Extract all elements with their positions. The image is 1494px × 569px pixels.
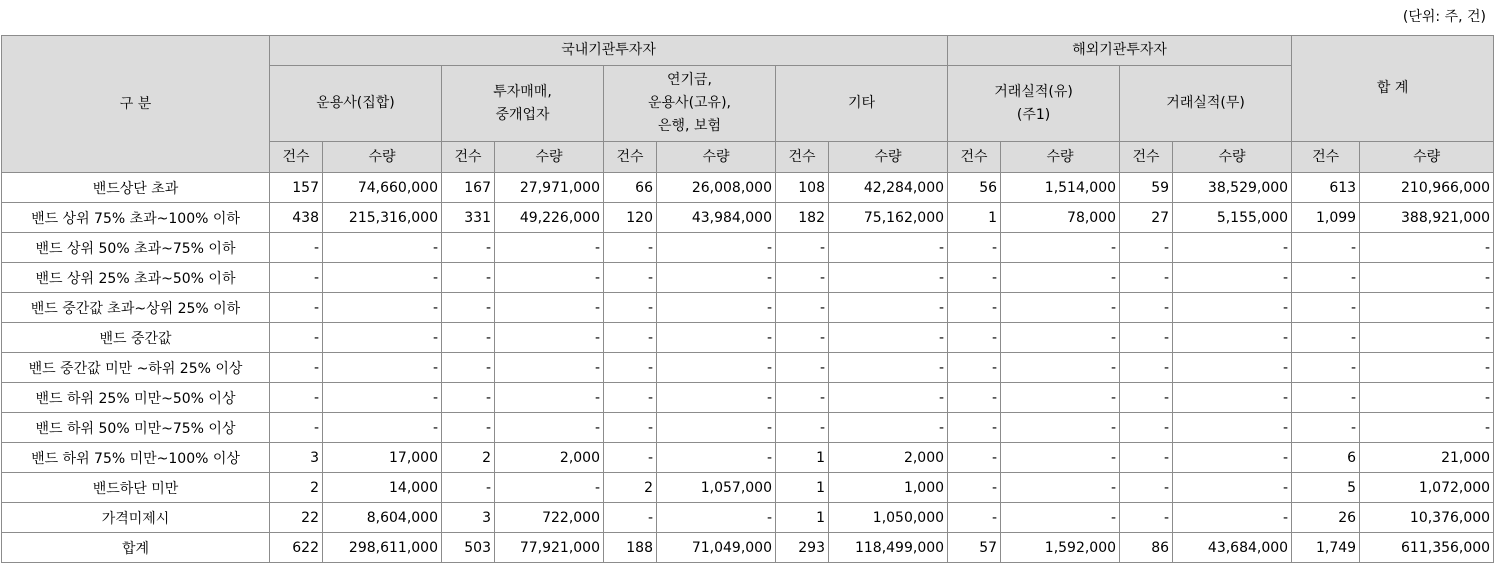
count-cell: 57: [948, 533, 1001, 563]
qty-cell: -: [1173, 413, 1292, 443]
qty-cell: -: [495, 413, 604, 443]
qty-cell: -: [1173, 383, 1292, 413]
table-row: [2, 263, 1494, 293]
count-cell: -: [1292, 293, 1360, 323]
count-cell: -: [776, 353, 829, 383]
count-cell: -: [1292, 323, 1360, 353]
table-row: [2, 203, 1494, 233]
qty-cell: -: [1173, 263, 1292, 293]
count-cell: 2: [270, 473, 323, 503]
count-cell: 188: [604, 533, 657, 563]
qty-cell: -: [323, 383, 442, 413]
row-label: 밴드 상위 25% 초과~50% 이하: [2, 263, 270, 293]
count-header: 건수: [776, 142, 829, 173]
qty-cell: -: [829, 233, 948, 263]
count-cell: -: [604, 323, 657, 353]
count-cell: 66: [604, 173, 657, 203]
count-cell: 120: [604, 203, 657, 233]
qty-cell: -: [657, 503, 776, 533]
qty-cell: -: [1001, 503, 1120, 533]
qty-cell: -: [1173, 293, 1292, 323]
count-cell: -: [604, 263, 657, 293]
qty-cell: 26,008,000: [657, 173, 776, 203]
count-cell: -: [948, 263, 1001, 293]
qty-cell: -: [1360, 263, 1494, 293]
count-cell: 27: [1120, 203, 1173, 233]
count-cell: 86: [1120, 533, 1173, 563]
count-cell: 157: [270, 173, 323, 203]
qty-header: 수량: [1360, 142, 1494, 173]
row-label: 밴드상단 초과: [2, 173, 270, 203]
count-cell: -: [948, 353, 1001, 383]
count-cell: -: [442, 413, 495, 443]
qty-cell: 722,000: [495, 503, 604, 533]
qty-cell: -: [829, 413, 948, 443]
qty-cell: -: [495, 293, 604, 323]
count-cell: 108: [776, 173, 829, 203]
count-cell: 26: [1292, 503, 1360, 533]
qty-cell: -: [495, 323, 604, 353]
count-cell: -: [604, 503, 657, 533]
qty-cell: 42,284,000: [829, 173, 948, 203]
qty-cell: -: [829, 383, 948, 413]
qty-cell: -: [1360, 413, 1494, 443]
count-cell: -: [776, 383, 829, 413]
qty-cell: -: [829, 263, 948, 293]
count-cell: -: [270, 263, 323, 293]
count-cell: -: [1292, 263, 1360, 293]
count-cell: 3: [442, 503, 495, 533]
table-row: [2, 173, 1494, 203]
count-cell: 59: [1120, 173, 1173, 203]
qty-cell: -: [1360, 233, 1494, 263]
qty-cell: 78,000: [1001, 203, 1120, 233]
qty-cell: -: [323, 233, 442, 263]
count-cell: -: [948, 473, 1001, 503]
qty-header: 수량: [1001, 142, 1120, 173]
count-header: 건수: [948, 142, 1001, 173]
ipo-demand-table: [1, 35, 1494, 563]
table-row: [2, 323, 1494, 353]
table-row: [2, 353, 1494, 383]
count-cell: 3: [270, 443, 323, 473]
qty-cell: 298,611,000: [323, 533, 442, 563]
count-cell: -: [442, 383, 495, 413]
qty-header: 수량: [323, 142, 442, 173]
qty-cell: 49,226,000: [495, 203, 604, 233]
qty-cell: 1,072,000: [1360, 473, 1494, 503]
category-header: 구 분: [2, 36, 270, 173]
group-header: 거래실적(무): [1120, 66, 1292, 142]
count-cell: 1: [948, 203, 1001, 233]
qty-cell: -: [323, 413, 442, 443]
count-cell: -: [776, 323, 829, 353]
qty-cell: -: [657, 233, 776, 263]
qty-cell: 1,592,000: [1001, 533, 1120, 563]
count-cell: -: [1120, 233, 1173, 263]
count-cell: 1: [776, 503, 829, 533]
count-cell: 1: [776, 443, 829, 473]
row-label: 밴드 중간값 미만 ~하위 25% 이상: [2, 353, 270, 383]
count-cell: -: [1292, 353, 1360, 383]
qty-cell: 1,057,000: [657, 473, 776, 503]
qty-cell: 74,660,000: [323, 173, 442, 203]
count-cell: 56: [948, 173, 1001, 203]
qty-cell: 38,529,000: [1173, 173, 1292, 203]
qty-cell: -: [1173, 443, 1292, 473]
qty-cell: -: [1001, 323, 1120, 353]
qty-cell: -: [1001, 353, 1120, 383]
count-cell: -: [270, 353, 323, 383]
count-cell: 622: [270, 533, 323, 563]
qty-cell: -: [495, 263, 604, 293]
count-cell: 5: [1292, 473, 1360, 503]
qty-cell: -: [657, 413, 776, 443]
count-cell: -: [776, 413, 829, 443]
qty-header: 수량: [495, 142, 604, 173]
qty-cell: -: [323, 323, 442, 353]
count-cell: 293: [776, 533, 829, 563]
qty-cell: -: [657, 323, 776, 353]
count-cell: 503: [442, 533, 495, 563]
count-cell: -: [1120, 473, 1173, 503]
table-row: [2, 383, 1494, 413]
qty-cell: -: [323, 293, 442, 323]
count-cell: 6: [1292, 443, 1360, 473]
qty-cell: -: [323, 353, 442, 383]
qty-cell: -: [1360, 323, 1494, 353]
qty-cell: 611,356,000: [1360, 533, 1494, 563]
count-cell: -: [1292, 233, 1360, 263]
row-label: 밴드하단 미만: [2, 473, 270, 503]
table-row: [2, 473, 1494, 503]
qty-cell: -: [1173, 323, 1292, 353]
domestic-header: 국내기관투자자: [270, 36, 948, 66]
qty-cell: -: [1360, 293, 1494, 323]
count-cell: -: [948, 233, 1001, 263]
qty-cell: -: [495, 233, 604, 263]
count-cell: -: [776, 293, 829, 323]
qty-cell: 43,684,000: [1173, 533, 1292, 563]
qty-cell: 1,514,000: [1001, 173, 1120, 203]
row-label: 밴드 상위 50% 초과~75% 이하: [2, 233, 270, 263]
qty-cell: -: [1001, 263, 1120, 293]
count-cell: -: [604, 353, 657, 383]
count-cell: 22: [270, 503, 323, 533]
qty-cell: 210,966,000: [1360, 173, 1494, 203]
qty-header: 수량: [657, 142, 776, 173]
qty-cell: -: [323, 263, 442, 293]
count-cell: 167: [442, 173, 495, 203]
count-cell: -: [270, 413, 323, 443]
count-cell: -: [1120, 503, 1173, 533]
group-header: 기타: [776, 66, 948, 142]
count-cell: 1,749: [1292, 533, 1360, 563]
qty-header: 수량: [829, 142, 948, 173]
qty-cell: 43,984,000: [657, 203, 776, 233]
count-cell: -: [948, 323, 1001, 353]
count-cell: -: [1120, 443, 1173, 473]
count-header: 건수: [442, 142, 495, 173]
table-row: [2, 503, 1494, 533]
qty-cell: 75,162,000: [829, 203, 948, 233]
qty-cell: 118,499,000: [829, 533, 948, 563]
unit-note: (단위: 주, 건): [1402, 9, 1486, 25]
count-cell: 1,099: [1292, 203, 1360, 233]
qty-cell: -: [1360, 353, 1494, 383]
qty-cell: 5,155,000: [1173, 203, 1292, 233]
qty-cell: 10,376,000: [1360, 503, 1494, 533]
row-label: 합계: [2, 533, 270, 563]
qty-cell: -: [657, 443, 776, 473]
qty-cell: 71,049,000: [657, 533, 776, 563]
count-cell: -: [604, 413, 657, 443]
count-cell: -: [1120, 293, 1173, 323]
count-cell: -: [1120, 323, 1173, 353]
qty-cell: 77,921,000: [495, 533, 604, 563]
count-cell: 613: [1292, 173, 1360, 203]
count-cell: -: [442, 233, 495, 263]
table-row: [2, 533, 1494, 563]
table-row: [2, 233, 1494, 263]
group-header: 연기금, 운용사(고유), 은행, 보험: [604, 66, 776, 142]
count-cell: 2: [604, 473, 657, 503]
count-cell: -: [1120, 263, 1173, 293]
qty-cell: -: [829, 353, 948, 383]
qty-cell: 2,000: [829, 443, 948, 473]
count-cell: -: [604, 443, 657, 473]
qty-header: 수량: [1173, 142, 1292, 173]
row-label: 밴드 중간값: [2, 323, 270, 353]
qty-cell: -: [1173, 353, 1292, 383]
count-cell: -: [604, 293, 657, 323]
qty-cell: 215,316,000: [323, 203, 442, 233]
qty-cell: 388,921,000: [1360, 203, 1494, 233]
count-cell: -: [270, 323, 323, 353]
qty-cell: 14,000: [323, 473, 442, 503]
qty-cell: -: [1360, 383, 1494, 413]
count-cell: 2: [442, 443, 495, 473]
count-cell: 331: [442, 203, 495, 233]
count-cell: -: [442, 323, 495, 353]
qty-cell: 17,000: [323, 443, 442, 473]
qty-cell: -: [657, 353, 776, 383]
row-label: 밴드 하위 50% 미만~75% 이상: [2, 413, 270, 443]
qty-cell: -: [1001, 473, 1120, 503]
count-cell: -: [948, 413, 1001, 443]
count-cell: -: [1120, 353, 1173, 383]
qty-cell: -: [1173, 473, 1292, 503]
count-cell: -: [604, 233, 657, 263]
count-cell: -: [948, 383, 1001, 413]
qty-cell: 1,050,000: [829, 503, 948, 533]
count-header: 건수: [604, 142, 657, 173]
qty-cell: -: [1001, 443, 1120, 473]
qty-cell: 27,971,000: [495, 173, 604, 203]
count-cell: -: [270, 233, 323, 263]
table-row: [2, 413, 1494, 443]
row-label: 밴드 상위 75% 초과~100% 이하: [2, 203, 270, 233]
count-header: 건수: [270, 142, 323, 173]
qty-cell: -: [1001, 293, 1120, 323]
group-header: 거래실적(유) (주1): [948, 66, 1120, 142]
count-cell: -: [948, 443, 1001, 473]
qty-cell: -: [495, 353, 604, 383]
table-row: [2, 443, 1494, 473]
count-cell: -: [1292, 383, 1360, 413]
qty-cell: 1,000: [829, 473, 948, 503]
count-cell: 1: [776, 473, 829, 503]
count-cell: -: [604, 383, 657, 413]
qty-cell: 21,000: [1360, 443, 1494, 473]
count-header: 건수: [1120, 142, 1173, 173]
qty-cell: -: [657, 293, 776, 323]
qty-cell: 2,000: [495, 443, 604, 473]
row-label: 밴드 중간값 초과~상위 25% 이하: [2, 293, 270, 323]
qty-cell: 8,604,000: [323, 503, 442, 533]
group-header: 투자매매, 중개업자: [442, 66, 604, 142]
count-cell: -: [1292, 413, 1360, 443]
qty-cell: -: [657, 383, 776, 413]
count-cell: -: [442, 263, 495, 293]
count-cell: -: [1120, 413, 1173, 443]
qty-cell: -: [829, 323, 948, 353]
count-cell: -: [948, 503, 1001, 533]
count-cell: -: [270, 293, 323, 323]
count-cell: 182: [776, 203, 829, 233]
row-label: 가격미제시: [2, 503, 270, 533]
group-header: 운용사(집합): [270, 66, 442, 142]
qty-cell: -: [1173, 503, 1292, 533]
count-cell: -: [270, 383, 323, 413]
count-header: 건수: [1292, 142, 1360, 173]
qty-cell: -: [1001, 413, 1120, 443]
count-cell: -: [1120, 383, 1173, 413]
table-row: [2, 293, 1494, 323]
count-cell: -: [442, 473, 495, 503]
row-label: 밴드 하위 75% 미만~100% 이상: [2, 443, 270, 473]
count-cell: -: [442, 293, 495, 323]
qty-cell: -: [1001, 383, 1120, 413]
row-label: 밴드 하위 25% 미만~50% 이상: [2, 383, 270, 413]
count-cell: -: [776, 233, 829, 263]
foreign-header: 해외기관투자자: [948, 36, 1292, 66]
count-cell: -: [442, 353, 495, 383]
count-cell: -: [948, 293, 1001, 323]
count-cell: 438: [270, 203, 323, 233]
qty-cell: -: [657, 263, 776, 293]
qty-cell: -: [495, 473, 604, 503]
qty-cell: -: [1001, 233, 1120, 263]
count-cell: -: [776, 263, 829, 293]
total-header: 합 계: [1292, 36, 1494, 142]
qty-cell: -: [495, 383, 604, 413]
qty-cell: -: [829, 293, 948, 323]
qty-cell: -: [1173, 233, 1292, 263]
